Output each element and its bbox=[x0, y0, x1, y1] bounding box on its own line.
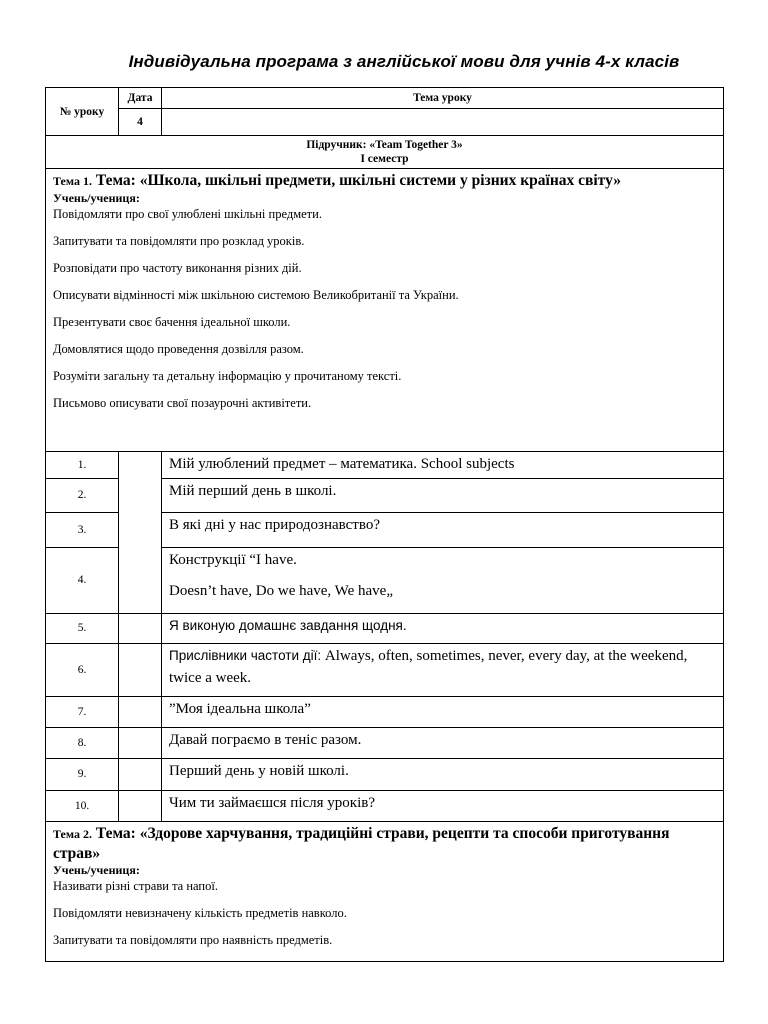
lesson-topic: Мій перший день в школі. bbox=[162, 478, 724, 512]
lesson-date-cell bbox=[119, 696, 162, 727]
table-row bbox=[46, 613, 724, 643]
topic-2-objective: Запитувати та повідомляти про наявність предметів. bbox=[53, 932, 333, 947]
table-row bbox=[46, 727, 724, 758]
lesson-topic-line: Конструкції “I have. bbox=[169, 551, 297, 568]
lesson-number: 1. bbox=[46, 452, 119, 479]
header-date: Дата bbox=[119, 88, 162, 109]
topic-1-pupil-label: Учень/учениця: bbox=[53, 191, 140, 205]
topic-2-label: Тема 2. bbox=[53, 826, 92, 841]
lesson-number: 8. bbox=[46, 727, 119, 758]
topic-2-title: Тема: «Здорове харчування, традиційні страви, рецепти та способи приготування страв» bbox=[53, 824, 670, 862]
topic-1-objective: Розуміти загальну та детальну інформацію у прочитаному тексті. bbox=[53, 369, 402, 383]
textbook-cell bbox=[46, 136, 724, 169]
topic-2-objective: Повідомляти невизначену кількість предметів навколо. bbox=[53, 905, 347, 920]
table-row bbox=[46, 758, 724, 790]
topic-1-objective: Описувати відмінності між шкільною системою Великобританії та України. bbox=[53, 288, 459, 302]
document-title: Індивідуальна програма з англійської мови для учнів 4-х класів bbox=[128, 52, 680, 71]
topic-2-objective: Називати різні страви та напої. bbox=[53, 878, 218, 893]
topic-1-objective: Повідомляти про свої улюблені шкільні предмети. bbox=[53, 207, 322, 221]
topic-2-pupil-label: Учень/учениця: bbox=[53, 862, 140, 877]
lesson-topic: В які дні у нас природознавство? bbox=[162, 512, 724, 547]
topic-1-objective: Запитувати та повідомляти про розклад уроків. bbox=[53, 234, 305, 248]
lesson-date-cell bbox=[119, 452, 162, 614]
table-row bbox=[46, 696, 724, 727]
lesson-topic bbox=[162, 613, 724, 643]
lesson-number: 3. bbox=[46, 512, 119, 547]
lesson-topic-rest: Always, often, sometimes, never, every day, at the weekend, twice a week. bbox=[169, 647, 688, 686]
lesson-topic bbox=[162, 643, 724, 696]
table-row bbox=[46, 452, 724, 479]
header-topic: Тема уроку bbox=[162, 88, 724, 109]
table-row bbox=[46, 643, 724, 696]
lesson-number: 6. bbox=[46, 643, 119, 696]
lesson-number: 4. bbox=[46, 547, 119, 613]
topic-2-section bbox=[46, 821, 724, 961]
header-lesson-no: № уроку bbox=[46, 88, 119, 136]
lesson-date-cell bbox=[119, 727, 162, 758]
topic-1-heading bbox=[53, 171, 716, 191]
lesson-topic bbox=[162, 547, 724, 613]
topic-1-label: Тема 1. bbox=[53, 174, 92, 188]
topic-1-title: Тема: «Школа, шкільні предмети, шкільні системи у різних країнах світу» bbox=[95, 172, 621, 189]
lesson-number: 5. bbox=[46, 613, 119, 643]
topic-1-objective: Розповідати про частоту виконання різних дій. bbox=[53, 261, 302, 275]
lesson-date-cell bbox=[119, 758, 162, 790]
lesson-topic-prefix: Прислівники частоти дії: bbox=[169, 647, 322, 663]
program-table bbox=[45, 87, 724, 962]
lesson-topic-line: Doesn’t have, Do we have, We have„ bbox=[169, 582, 393, 599]
lesson-date-cell bbox=[119, 790, 162, 821]
lesson-date-cell bbox=[119, 643, 162, 696]
topic-1-objective: Презентувати своє бачення ідеальної школи. bbox=[53, 315, 291, 329]
semester-label: I семестр bbox=[360, 153, 409, 165]
topic-1-objective: Письмово описувати свої позаурочні активітети. bbox=[53, 396, 312, 410]
topic-1-section bbox=[46, 169, 724, 452]
lesson-number: 2. bbox=[46, 478, 119, 512]
lesson-number: 9. bbox=[46, 758, 119, 790]
topic-1-objective: Домовлятися щодо проведення дозвілля разом. bbox=[53, 342, 304, 356]
lesson-number: 10. bbox=[46, 790, 119, 821]
lesson-number: 7. bbox=[46, 696, 119, 727]
textbook-name: Підручник: «Team Together 3» bbox=[306, 139, 463, 151]
lesson-topic: Мій улюблений предмет – математика. School subjects bbox=[162, 452, 724, 479]
date-value: 4 bbox=[119, 109, 162, 136]
lesson-topic: Перший день у новій школі. bbox=[162, 758, 724, 790]
lesson-topic: Чим ти займаєшся після уроків? bbox=[162, 790, 724, 821]
lesson-date-cell bbox=[119, 613, 162, 643]
topic-2-heading bbox=[53, 824, 716, 863]
table-row bbox=[46, 790, 724, 821]
lesson-topic: ”Моя ідеальна школа” bbox=[162, 696, 724, 727]
empty-topic-cell bbox=[162, 109, 724, 136]
lesson-topic-text: Я виконую домашнє завдання щодня. bbox=[169, 617, 407, 633]
lesson-topic: Давай пограємо в теніс разом. bbox=[162, 727, 724, 758]
